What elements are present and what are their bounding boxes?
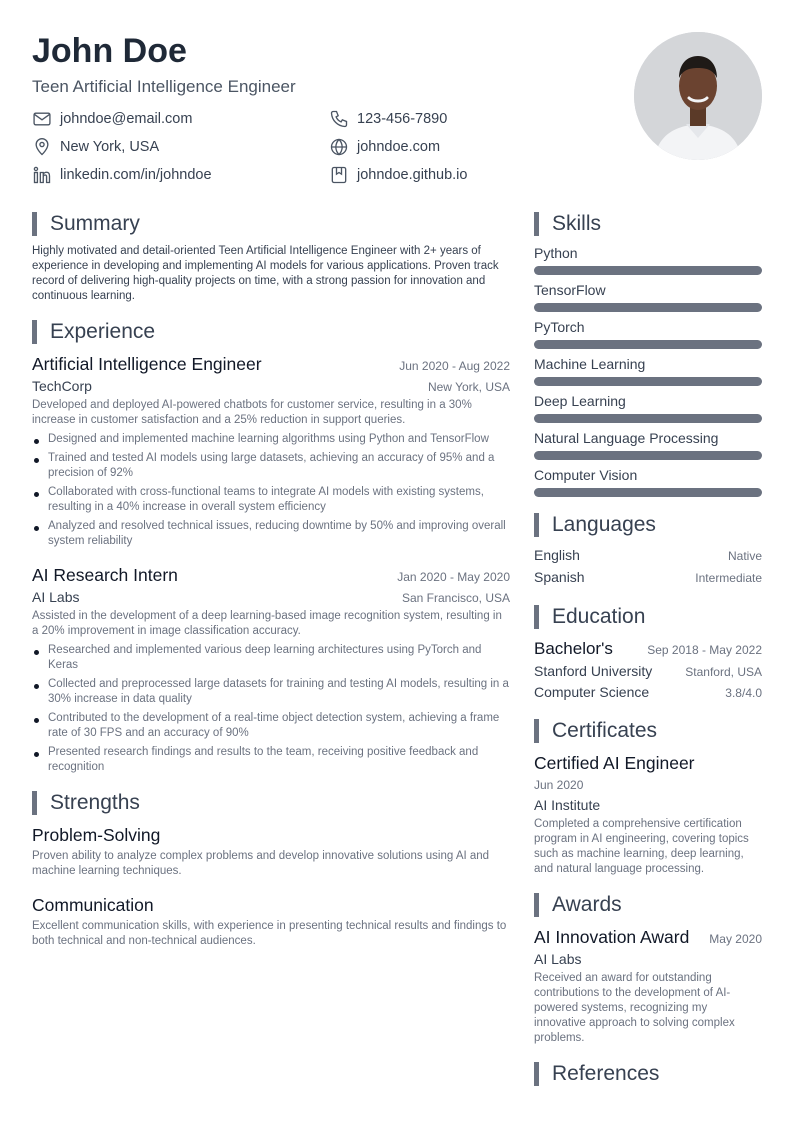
heading-accent-bar [32, 320, 37, 344]
education-heading-text: Education [552, 605, 646, 628]
summary-text: Highly motivated and detail-oriented Teen Artificial Intelligence Engineer with 2+ years of experience in developing and implementing AI models for various applications. Proven track record of delivering high-quality projects on time, with a strong passion for innovation and continuous learning. [32, 245, 499, 302]
skill-item [534, 281, 762, 312]
heading-accent-bar [534, 719, 539, 743]
job-entry [32, 563, 510, 775]
languages-section [534, 511, 762, 589]
language-item [534, 545, 762, 567]
education-degree: Bachelor's [534, 639, 613, 658]
language-name: Spanish [534, 569, 585, 585]
job-subheader [32, 587, 510, 607]
job-bullets [32, 432, 510, 549]
job-description: Assisted in the development of a deep learning-based image recognition system, resulting in a 20% improvement in image classification accuracy. [32, 610, 502, 637]
strength-text: Proven ability to analyze complex problems and develop innovative solutions using AI and machine learning techniques. [32, 850, 490, 877]
skill-name: Machine Learning [534, 356, 646, 372]
experience-heading-text: Experience [50, 320, 156, 343]
certificates-section [534, 717, 762, 877]
award-title-row [534, 925, 762, 949]
education-dates: Sep 2018 - May 2022 [647, 643, 762, 657]
skill-item [534, 392, 762, 423]
strength-item [32, 823, 510, 879]
education-field: Computer Science [534, 684, 650, 700]
job-header [32, 563, 510, 587]
education-gpa: 3.8/4.0 [725, 686, 762, 700]
language-item [534, 567, 762, 589]
skill-name: Computer Vision [534, 467, 638, 483]
candidate-title: Teen Artificial Intelligence Engineer [32, 77, 296, 96]
bullet-item: Researched and implemented various deep learning architectures using PyTorch and Keras [32, 643, 510, 673]
job-title: Artificial Intelligence Engineer [32, 354, 262, 374]
globe-icon [329, 137, 349, 157]
job-location: New York, USA [427, 380, 510, 394]
job-company: AI Labs [32, 589, 80, 605]
education-field-row [534, 682, 762, 703]
heading-accent-bar [32, 212, 37, 236]
awards-heading-text: Awards [552, 893, 622, 916]
award-issuer: AI Labs [534, 951, 582, 967]
certificates-heading-text: Certificates [552, 719, 658, 742]
job-company: TechCorp [32, 378, 92, 394]
references-heading [534, 1060, 762, 1088]
phone-icon [329, 109, 349, 129]
award-title: AI Innovation Award [534, 927, 690, 947]
heading-accent-bar [534, 513, 539, 537]
job-entry [32, 352, 510, 549]
website-text: johndoe.com [357, 139, 441, 155]
skill-item [534, 244, 762, 275]
bullet-item: Trained and tested AI models using large datasets, achieving an accuracy of 95% and a precision of 92% [32, 451, 510, 481]
bullet-item: Designed and implemented machine learning algorithms using Python and TensorFlow [32, 432, 510, 447]
skill-bar [534, 451, 762, 460]
strength-text: Excellent communication skills, with experience in presenting technical results and findings to both technical and non-technical audiences. [32, 920, 507, 947]
skill-name: Deep Learning [534, 393, 626, 409]
languages-heading [534, 511, 762, 539]
linkedin-icon [32, 165, 52, 185]
phone-text: 123-456-7890 [357, 111, 448, 127]
skill-bar [534, 266, 762, 275]
language-level: Intermediate [695, 571, 762, 585]
location-text: New York, USA [60, 139, 160, 155]
skill-name: PyTorch [534, 319, 585, 335]
education-section [534, 603, 762, 703]
experience-section [32, 318, 510, 775]
job-header [32, 352, 510, 376]
strengths-heading [32, 789, 510, 817]
contact-location [32, 136, 329, 158]
skill-item [534, 429, 762, 460]
heading-accent-bar [534, 212, 539, 236]
portrait-image [634, 32, 762, 160]
job-description: Developed and deployed AI-powered chatbots for customer service, resulting in a 30% increase in customer satisfaction and a 25% reduction in support queries. [32, 399, 472, 426]
resume-header [32, 30, 622, 186]
award-date: May 2020 [709, 932, 762, 946]
right-column [534, 210, 762, 1102]
bullet-item: Presented research findings and results to the team, receiving positive feedback and recognition [32, 745, 510, 775]
job-bullets [32, 643, 510, 775]
education-degree-row [534, 637, 762, 661]
skill-bar [534, 377, 762, 386]
certificate-text: Completed a comprehensive certification program in AI engineering, covering topics such as machine learning, deep learning, and natural language processing. [534, 818, 749, 875]
job-subheader [32, 376, 510, 396]
skills-heading-text: Skills [552, 212, 602, 235]
skills-section [534, 210, 762, 497]
languages-heading-text: Languages [552, 513, 656, 536]
skill-bar [534, 340, 762, 349]
summary-heading-text: Summary [50, 212, 140, 235]
github-text: johndoe.github.io [357, 167, 468, 183]
skill-item [534, 318, 762, 349]
strength-title: Communication [32, 895, 154, 915]
education-heading [534, 603, 762, 631]
strength-item [32, 893, 510, 949]
strengths-heading-text: Strengths [50, 791, 140, 814]
candidate-name: John Doe [32, 32, 187, 70]
job-dates: Jan 2020 - May 2020 [397, 570, 510, 584]
bullet-item: Contributed to the development of a real-time object detection system, achieving a frame rate of 30 FPS and an accuracy of 90% [32, 711, 510, 741]
summary-heading [32, 210, 510, 238]
education-school-row [534, 661, 762, 682]
language-level: Native [727, 549, 762, 563]
job-title: AI Research Intern [32, 565, 178, 585]
language-name: English [534, 547, 580, 563]
education-location: Stanford, USA [685, 665, 762, 679]
heading-accent-bar [534, 1062, 539, 1086]
skill-bar [534, 488, 762, 497]
references-heading-text: References [552, 1062, 660, 1085]
skills-heading [534, 210, 762, 238]
award-text: Received an award for outstanding contributions to the development of AI-powered systems, recognizing my innovative approach to solving complex problems. [534, 972, 735, 1044]
heading-accent-bar [32, 791, 37, 815]
strength-title: Problem-Solving [32, 825, 161, 845]
certificate-title: Certified AI Engineer [534, 753, 695, 773]
skill-name: TensorFlow [534, 282, 606, 298]
contact-linkedin[interactable] [32, 164, 329, 186]
left-column [32, 210, 510, 963]
contact-github[interactable] [329, 164, 619, 186]
awards-heading [534, 891, 762, 919]
skill-item [534, 466, 762, 497]
map-pin-icon [32, 137, 52, 157]
bookmark-icon [329, 165, 349, 185]
bullet-item: Collected and preprocessed large datasets for training and testing AI models, resulting in a 30% increase in data quality [32, 677, 510, 707]
profile-photo [634, 32, 762, 160]
bullet-item: Collaborated with cross-functional teams to integrate AI models with existing systems, resulting in a 40% increase in overall system efficiency [32, 485, 510, 515]
strengths-section [32, 789, 510, 949]
mail-icon [32, 109, 52, 129]
references-section [534, 1060, 762, 1088]
contact-grid [32, 108, 622, 186]
awards-section [534, 891, 762, 1046]
education-school: Stanford University [534, 663, 653, 679]
skill-name: Natural Language Processing [534, 430, 719, 446]
contact-website[interactable] [329, 136, 619, 158]
certificate-issuer: AI Institute [534, 797, 601, 813]
skill-bar [534, 414, 762, 423]
job-location: San Francisco, USA [401, 591, 510, 605]
job-dates: Jun 2020 - Aug 2022 [399, 359, 510, 373]
contact-email[interactable] [32, 108, 329, 130]
linkedin-text: linkedin.com/in/johndoe [60, 167, 212, 183]
skill-item [534, 355, 762, 386]
bullet-item: Analyzed and resolved technical issues, reducing downtime by 50% and improving overall system reliability [32, 519, 510, 549]
heading-accent-bar [534, 893, 539, 917]
contact-phone[interactable] [329, 108, 619, 130]
summary-section [32, 210, 510, 304]
skill-bar [534, 303, 762, 312]
heading-accent-bar [534, 605, 539, 629]
skill-name: Python [534, 245, 578, 261]
certificate-date: Jun 2020 [534, 778, 584, 792]
certificates-heading [534, 717, 762, 745]
email-text: johndoe@email.com [60, 111, 193, 127]
experience-heading [32, 318, 510, 346]
